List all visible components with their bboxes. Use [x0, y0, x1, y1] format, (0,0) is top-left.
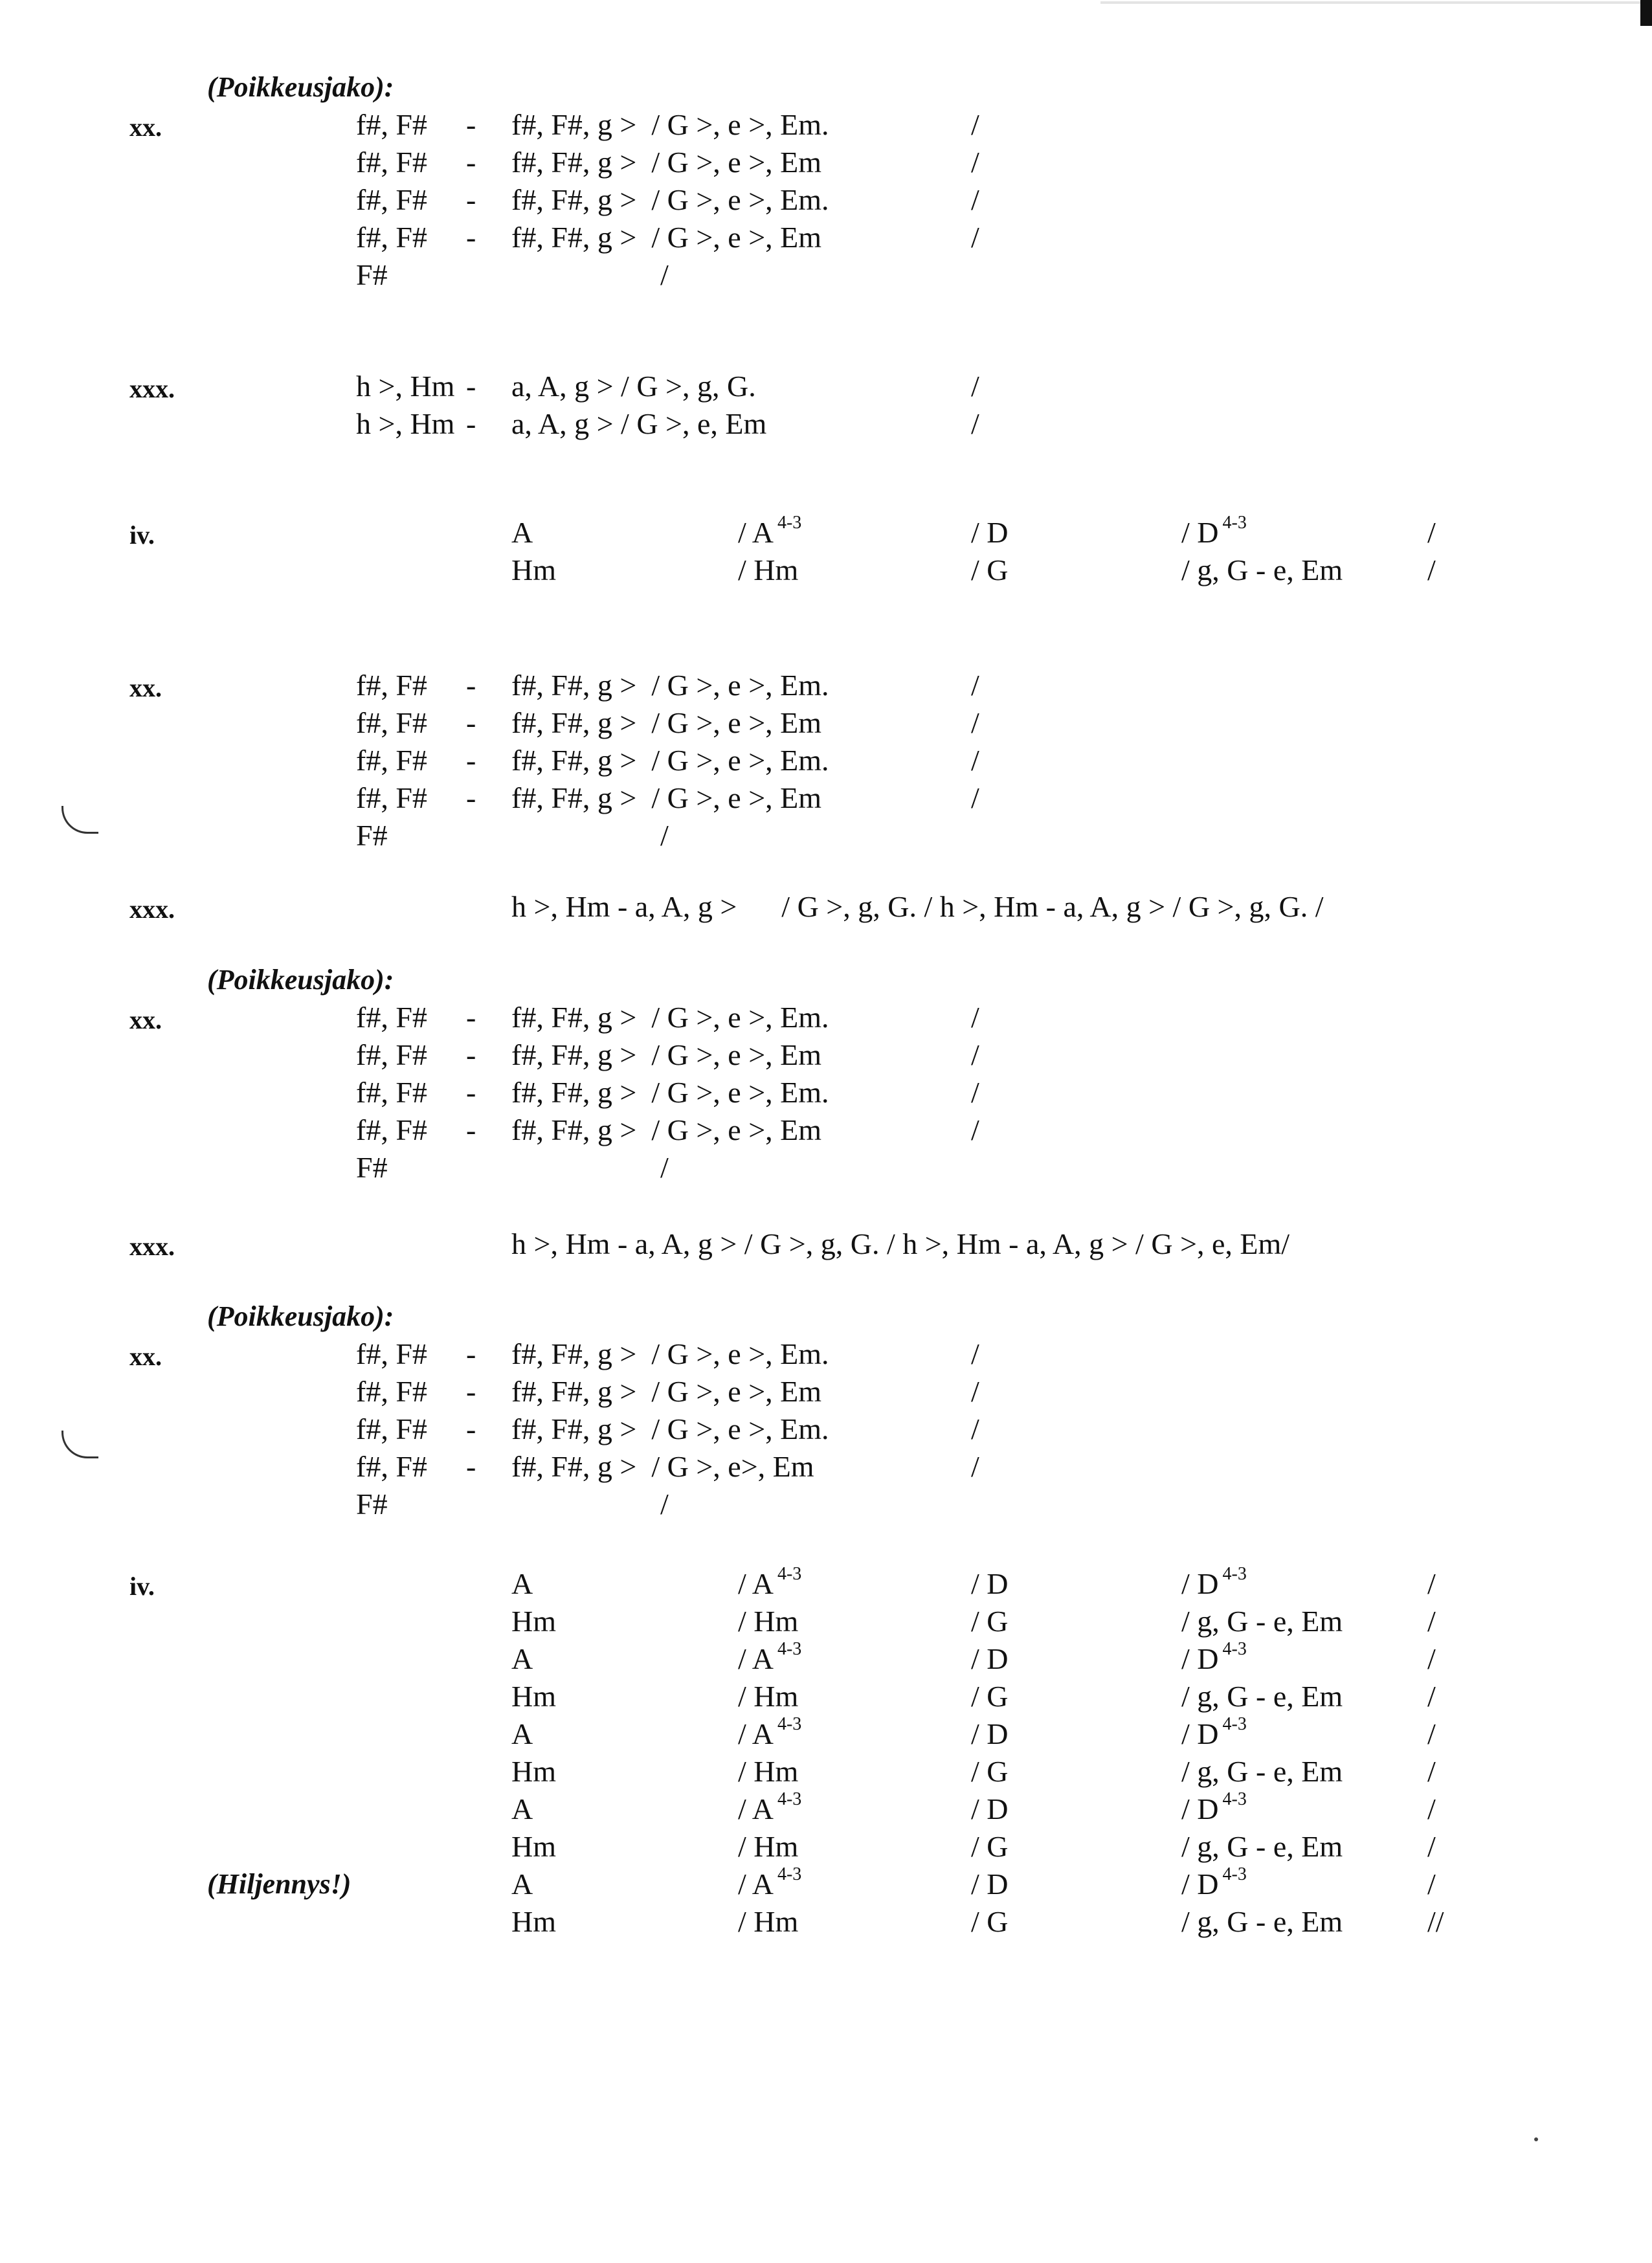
chord-cell-text: / A [738, 516, 774, 549]
chord-cell [738, 1790, 801, 1833]
chord-sequence: f#, F#, g > / G >, e >, Em. [511, 108, 829, 141]
barline: / [971, 706, 979, 739]
dash: - [466, 183, 476, 216]
barline: / [971, 1375, 979, 1408]
chord-cell [1181, 1790, 1247, 1833]
scan-top-edge [1100, 1, 1644, 4]
chord-cell-text: / D [1181, 516, 1219, 549]
suspension-figure: 4-3 [1222, 1714, 1247, 1734]
suspension-figure: 4-3 [1222, 1789, 1247, 1809]
dash: - [466, 781, 476, 814]
margin-pen-mark [61, 1431, 98, 1458]
chord-sequence: f#, F#, g > / G >, e >, Em. [511, 1001, 829, 1034]
chord-sequence: f#, F#, g > / G >, e >, Em [511, 1113, 822, 1146]
chord-start: F# [356, 1151, 388, 1184]
chord-cell [1181, 514, 1247, 556]
section-label: iv. [129, 520, 155, 550]
chord-cell: A [511, 1792, 533, 1825]
dash: - [466, 407, 476, 440]
chord-start: f#, F# [356, 781, 427, 814]
chord-cell-text: / Hm [738, 1905, 799, 1938]
barline: / [971, 781, 979, 814]
barline: / [971, 1076, 979, 1109]
suspension-figure: 4-3 [777, 1864, 802, 1884]
chord-cell [738, 1640, 801, 1682]
barline: / [971, 1038, 979, 1071]
chord-cell [738, 1866, 801, 1908]
chord-sequence: a, A, g > / G >, e, Em [511, 407, 767, 440]
chord-cell [738, 1828, 798, 1866]
chord-start: f#, F# [356, 108, 427, 141]
chord-cell [1181, 1640, 1247, 1682]
dash: - [466, 1375, 476, 1408]
barline: / [1427, 1867, 1436, 1901]
barline: / [971, 1412, 979, 1445]
section-label: xx. [129, 1005, 162, 1034]
dash: - [466, 669, 476, 702]
chord-cell [738, 1903, 798, 1941]
barline: / [660, 1488, 669, 1521]
barline: / [971, 1113, 979, 1146]
suspension-figure: 4-3 [1222, 1564, 1247, 1584]
scan-corner-mark [1640, 0, 1652, 26]
chord-cell-text: / A [738, 1567, 774, 1600]
section-label: xxx. [129, 374, 175, 403]
dynamic-note: (Hiljennys!) [207, 1868, 352, 1900]
chord-cell-text: / D [1181, 1792, 1219, 1825]
section-label: iv. [129, 1572, 155, 1601]
chord-sequence: f#, F#, g > / G >, e >, Em [511, 781, 822, 814]
chord-start: f#, F# [356, 706, 427, 739]
suspension-figure: 4-3 [777, 1639, 802, 1659]
chord-cell [1181, 1828, 1343, 1866]
barline: / [1427, 516, 1436, 549]
chord-cell-text: / A [738, 1867, 774, 1901]
chord-start: f#, F# [356, 1113, 427, 1146]
margin-pen-mark [61, 806, 98, 834]
suspension-figure: 4-3 [777, 1564, 802, 1584]
chord-start: F# [356, 258, 388, 291]
chord-start: f#, F# [356, 1412, 427, 1445]
chord-cell [738, 1678, 798, 1715]
chord-cell-text: / g, G - e, Em [1181, 1755, 1343, 1788]
barline: / [1427, 1830, 1436, 1863]
barline: / [971, 183, 979, 216]
chord-cell-text: / A [738, 1717, 774, 1750]
barline: / [660, 819, 669, 852]
chord-sequence: f#, F#, g > / G >, e >, Em. [511, 1076, 829, 1109]
dash: - [466, 370, 476, 403]
chord-cell: / D [971, 1792, 1009, 1825]
chord-cell [738, 1715, 801, 1757]
barline: / [971, 744, 979, 777]
barline: / [971, 1001, 979, 1034]
dash: - [466, 108, 476, 141]
chord-cell-text: / Hm [738, 1605, 799, 1638]
barline: / [1427, 1605, 1436, 1638]
chord-cell: Hm [511, 1905, 556, 1938]
section-label: xxx. [129, 895, 175, 924]
barline: / [1427, 1717, 1436, 1750]
chord-sequence: f#, F#, g > / G >, e>, Em [511, 1450, 814, 1483]
chord-cell [1181, 1715, 1247, 1757]
chord-cell-text: / g, G - e, Em [1181, 1605, 1343, 1638]
chord-start: f#, F# [356, 1001, 427, 1034]
dash: - [466, 706, 476, 739]
chord-sequence: f#, F#, g > / G >, e >, Em. [511, 1412, 829, 1445]
chord-start: f#, F# [356, 1076, 427, 1109]
chord-cell-text: / Hm [738, 1755, 799, 1788]
chord-cell: Hm [511, 1680, 556, 1713]
chord-cell: / G [971, 1905, 1009, 1938]
chord-sequence: f#, F#, g > / G >, e >, Em [511, 1375, 822, 1408]
chord-cell-text: / g, G - e, Em [1181, 1680, 1343, 1713]
chord-cell: Hm [511, 1605, 556, 1638]
dash: - [466, 221, 476, 254]
chord-cell [738, 1565, 801, 1607]
suspension-figure: 4-3 [777, 1714, 802, 1734]
chord-cell-text: / A [738, 1792, 774, 1825]
dash: - [466, 1001, 476, 1034]
chord-cell: A [511, 1642, 533, 1675]
section-header: (Poikkeusjako): [207, 71, 394, 103]
chord-cell [738, 514, 801, 556]
chord-cell [1181, 552, 1343, 589]
barline: / [660, 1151, 669, 1184]
chord-cell [738, 552, 798, 589]
section-label: xxx. [129, 1232, 175, 1261]
dash: - [466, 1038, 476, 1071]
chord-cell-text: / D [1181, 1567, 1219, 1600]
chord-start: f#, F# [356, 669, 427, 702]
barline: / [971, 1450, 979, 1483]
barline: / [1427, 1680, 1436, 1713]
chord-cell-text: / Hm [738, 553, 799, 586]
barline: / [971, 407, 979, 440]
chord-cell: / D [971, 516, 1009, 549]
chord-start: F# [356, 819, 388, 852]
chord-cell: / G [971, 1830, 1009, 1863]
chord-sequence: f#, F#, g > / G >, e >, Em [511, 221, 822, 254]
chord-sequence: f#, F#, g > / G >, e >, Em. [511, 669, 829, 702]
dash: - [466, 744, 476, 777]
chord-cell [1181, 1903, 1343, 1941]
chord-start: f#, F# [356, 1450, 427, 1483]
chord-cell: Hm [511, 553, 556, 586]
chord-cell-text: / Hm [738, 1830, 799, 1863]
chord-cell [738, 1603, 798, 1640]
barline: / [971, 146, 979, 179]
chord-start: f#, F# [356, 1337, 427, 1370]
dash: - [466, 1076, 476, 1109]
chord-cell: / G [971, 1605, 1009, 1638]
chord-cell-text: / D [1181, 1642, 1219, 1675]
chord-start: f#, F# [356, 183, 427, 216]
section-header: (Poikkeusjako): [207, 964, 394, 996]
chord-cell: Hm [511, 1755, 556, 1788]
chord-sequence: f#, F#, g > / G >, e >, Em. [511, 1337, 829, 1370]
chord-sequence: f#, F#, g > / G >, e >, Em [511, 706, 822, 739]
dash: - [466, 1337, 476, 1370]
chord-start: F# [356, 1488, 388, 1521]
chord-cell: / D [971, 1867, 1009, 1901]
chord-cell: / D [971, 1642, 1009, 1675]
chord-cell: / G [971, 553, 1009, 586]
chord-start: f#, F# [356, 146, 427, 179]
section-label: xx. [129, 1342, 162, 1371]
chord-cell [1181, 1565, 1247, 1607]
barline: / [660, 258, 669, 291]
chord-cell: Hm [511, 1830, 556, 1863]
barline: / [971, 108, 979, 141]
chord-cell-text: / g, G - e, Em [1181, 553, 1343, 586]
section-header: (Poikkeusjako): [207, 1300, 394, 1332]
barline: / [1427, 1567, 1436, 1600]
chord-sequence: f#, F#, g > / G >, e >, Em. [511, 744, 829, 777]
barline: / [1427, 1642, 1436, 1675]
chord-cell: / G [971, 1755, 1009, 1788]
chord-cell [1181, 1866, 1247, 1908]
barline: / [971, 1337, 979, 1370]
chord-cell: A [511, 1567, 533, 1600]
barline: / [971, 370, 979, 403]
chord-cell-text: / A [738, 1642, 774, 1675]
chord-cell: A [511, 1717, 533, 1750]
suspension-figure: 4-3 [777, 513, 802, 533]
chord-cell [1181, 1678, 1343, 1715]
suspension-figure: 4-3 [1222, 1639, 1247, 1659]
chord-cell-text: / D [1181, 1867, 1219, 1901]
barline: // [1427, 1905, 1444, 1938]
progression-line: h >, Hm - a, A, g > / G >, g, G. / h >, Hm - a, A, g > / G >, g, G. / [511, 890, 1324, 923]
chord-start: f#, F# [356, 221, 427, 254]
chord-cell [1181, 1603, 1343, 1640]
chord-cell-text: / g, G - e, Em [1181, 1830, 1343, 1863]
dash: - [466, 1412, 476, 1445]
chord-cell-text: / D [1181, 1717, 1219, 1750]
chord-start: h >, Hm [356, 370, 455, 403]
chord-sequence: a, A, g > / G >, g, G. [511, 370, 756, 403]
scan-speck [1534, 2137, 1538, 2141]
barline: / [1427, 553, 1436, 586]
suspension-figure: 4-3 [1222, 1864, 1247, 1884]
chord-cell: A [511, 516, 533, 549]
barline: / [971, 669, 979, 702]
chord-sequence: f#, F#, g > / G >, e >, Em. [511, 183, 829, 216]
dash: - [466, 146, 476, 179]
section-label: xx. [129, 673, 162, 702]
dash: - [466, 1450, 476, 1483]
chord-start: f#, F# [356, 1038, 427, 1071]
suspension-figure: 4-3 [777, 1789, 802, 1809]
chord-cell-text: / Hm [738, 1680, 799, 1713]
chord-cell: / D [971, 1567, 1009, 1600]
barline: / [971, 221, 979, 254]
chord-cell-text: / g, G - e, Em [1181, 1905, 1343, 1938]
chord-start: f#, F# [356, 1375, 427, 1408]
suspension-figure: 4-3 [1222, 513, 1247, 533]
dash: - [466, 1113, 476, 1146]
chord-sequence: f#, F#, g > / G >, e >, Em [511, 1038, 822, 1071]
chord-start: f#, F# [356, 744, 427, 777]
chord-sequence: f#, F#, g > / G >, e >, Em [511, 146, 822, 179]
chord-cell [738, 1753, 798, 1790]
section-label: xx. [129, 113, 162, 142]
chord-start: h >, Hm [356, 407, 455, 440]
progression-line: h >, Hm - a, A, g > / G >, g, G. / h >, Hm - a, A, g > / G >, e, Em/ [511, 1227, 1290, 1260]
chord-cell: / G [971, 1680, 1009, 1713]
barline: / [1427, 1792, 1436, 1825]
chord-cell: / D [971, 1717, 1009, 1750]
barline: / [1427, 1755, 1436, 1788]
chord-cell [1181, 1753, 1343, 1790]
chord-cell: A [511, 1867, 533, 1901]
